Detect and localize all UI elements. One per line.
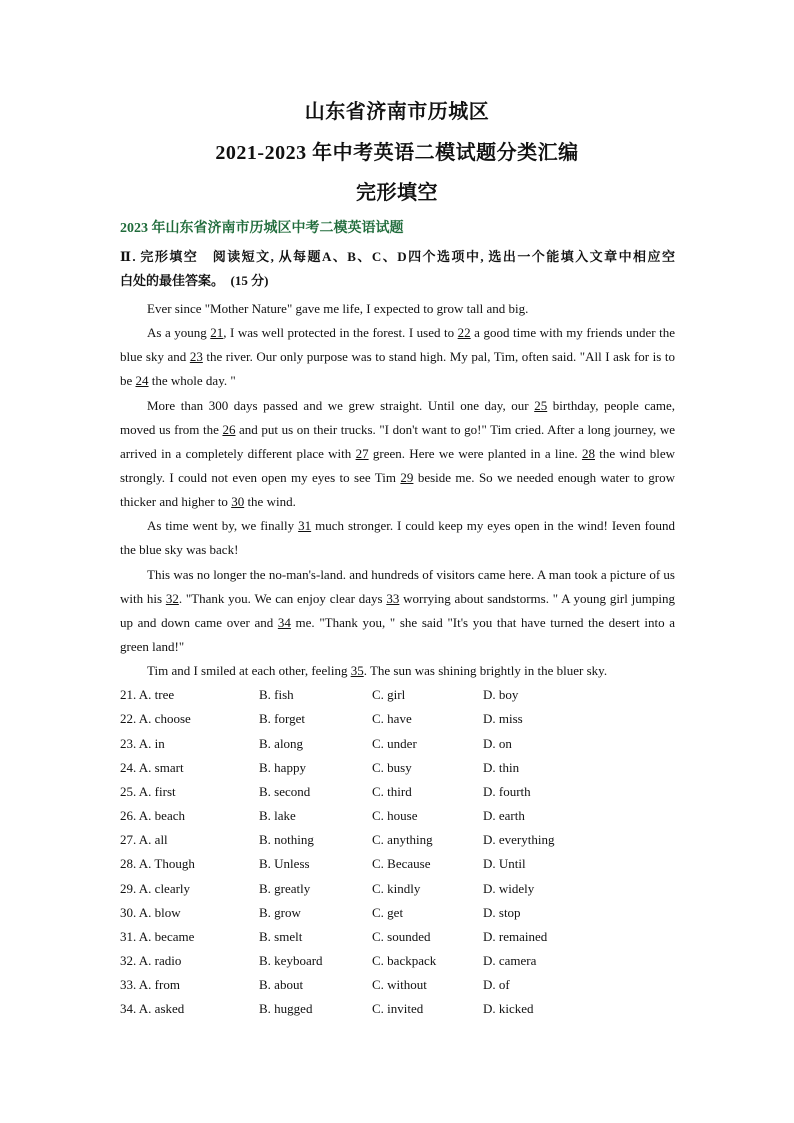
- blank-22: 22: [457, 325, 471, 340]
- option-d: D. of: [483, 977, 510, 992]
- blank-28: 28: [581, 446, 595, 461]
- option-c: C. girl: [372, 687, 406, 702]
- paragraph-text: , I was well protected in the forest. I used to: [223, 325, 458, 340]
- option-a: 30. A. blow: [120, 905, 181, 920]
- option-c: C. busy: [372, 760, 412, 775]
- paragraph-text: and put us on their trucks. "I don't want to go!" Tim cried. After a long journey, we arrived in a completely different place with: [120, 422, 676, 461]
- option-d: D. everything: [483, 832, 555, 847]
- option-a: 28. A. Though: [120, 856, 195, 871]
- blank-34: 34: [277, 615, 291, 630]
- option-b: B. second: [259, 784, 311, 799]
- option-a: 23. A. in: [120, 736, 165, 751]
- option-c: C. third: [372, 784, 412, 799]
- question-25-options: [120, 780, 675, 804]
- paragraph-text: the whole day. ": [148, 373, 236, 388]
- option-b: B. nothing: [259, 832, 314, 847]
- option-c: C. Because: [372, 856, 431, 871]
- question-31-options: [120, 925, 675, 949]
- option-a: 31. A. became: [120, 929, 195, 944]
- option-c: C. kindly: [372, 881, 421, 896]
- option-b: B. Unless: [259, 856, 310, 871]
- option-a: 27. A. all: [120, 832, 168, 847]
- blank-32: 32: [165, 591, 179, 606]
- paragraph-text: worrying about sandstorms. " A young girl jumping up and down came over and: [120, 591, 675, 630]
- option-b: B. forget: [259, 711, 305, 726]
- option-a: 33. A. from: [120, 977, 180, 992]
- option-c: C. anything: [372, 832, 433, 847]
- paragraph-text: As time went by, we finally: [147, 518, 299, 533]
- blank-21: 21: [210, 325, 224, 340]
- passage-paragraph-3: [120, 394, 675, 514]
- paragraph-text: the wind.: [244, 494, 296, 509]
- option-d: D. on: [483, 736, 512, 751]
- option-d: D. fourth: [483, 784, 531, 799]
- question-27-options: [120, 828, 675, 852]
- option-a: 26. A. beach: [120, 808, 185, 823]
- question-24-options: [120, 756, 675, 780]
- blank-24: 24: [135, 373, 149, 388]
- paragraph-text: a good time with my friends under the blue sky and: [120, 325, 675, 364]
- question-22-options: [120, 707, 675, 731]
- paragraph-text: More than 300 days passed and we grew straight. Until one day, our: [147, 398, 535, 413]
- instructions-line-2: 白处的最佳答案。 (15 分): [120, 273, 269, 288]
- option-b: B. lake: [259, 808, 296, 823]
- passage-paragraph-4: [120, 514, 675, 562]
- option-c: C. sounded: [372, 929, 431, 944]
- option-d: D. earth: [483, 808, 525, 823]
- blank-27: 27: [355, 446, 369, 461]
- option-b: B. fish: [259, 687, 294, 702]
- option-b: B. hugged: [259, 1001, 313, 1016]
- paragraph-text: me. "Thank you, " she said "It's you that have turned the desert into a green land!": [120, 615, 675, 654]
- option-b: B. keyboard: [259, 953, 323, 968]
- option-d: D. thin: [483, 760, 520, 775]
- option-b: B. grow: [259, 905, 301, 920]
- document-title-topic: 完形填空: [356, 182, 438, 204]
- paragraph-text: green. Here we were planted in a line.: [368, 446, 582, 461]
- blank-23: 23: [189, 349, 203, 364]
- option-d: D. widely: [483, 881, 535, 896]
- paragraph-text: birthday, people came, moved us from the: [120, 398, 675, 437]
- option-c: C. get: [372, 905, 404, 920]
- option-b: B. along: [259, 736, 304, 751]
- option-b: B. about: [259, 977, 304, 992]
- option-a: 24. A. smart: [120, 760, 184, 775]
- paragraph-text: This was no longer the no-man's-land. and hundreds of visitors came here. A man took a picture of us with his: [120, 567, 675, 606]
- question-33-options: [120, 973, 675, 997]
- option-a: 29. A. clearly: [120, 881, 191, 896]
- paragraph-text: Tim and I smiled at each other, feeling: [147, 663, 351, 678]
- question-29-options: [120, 877, 675, 901]
- question-23-options: [120, 732, 675, 756]
- option-a: 21. A. tree: [120, 687, 175, 702]
- blank-26: 26: [222, 422, 236, 437]
- section-heading: 2023 年山东省济南市历城区中考二模英语试题: [120, 221, 404, 236]
- paragraph-text: As a young: [147, 325, 211, 340]
- option-a: 22. A. choose: [120, 711, 191, 726]
- blank-29: 29: [400, 470, 414, 485]
- option-d: D. boy: [483, 687, 519, 702]
- option-a: 25. A. first: [120, 784, 176, 799]
- document-title-collection: 2021-2023 年中考英语二模试题分类汇编: [215, 142, 579, 164]
- option-d: D. stop: [483, 905, 521, 920]
- option-a: 32. A. radio: [120, 953, 182, 968]
- document-title-region: 山东省济南市历城区: [304, 101, 490, 123]
- option-d: D. Until: [483, 856, 526, 871]
- option-c: C. invited: [372, 1001, 424, 1016]
- passage-paragraph-5: [120, 563, 675, 659]
- passage-paragraph-2: [120, 321, 675, 393]
- blank-25: 25: [534, 398, 548, 413]
- paragraph-text: . The sun was shining brightly in the bluer sky.: [363, 663, 608, 678]
- option-b: B. greatly: [259, 881, 311, 896]
- option-b: B. smelt: [259, 929, 303, 944]
- paragraph-text: the river. Our only purpose was to stand high. My pal, Tim, often said. "All I ask for is to be: [120, 349, 675, 388]
- paragraph-text: much stronger. I could keep my eyes open in the wind! Ieven found the blue sky was back!: [120, 518, 675, 557]
- question-28-options: [120, 852, 675, 876]
- paragraph-text: the wind blew strongly. I could not even open my eyes to see Tim: [120, 446, 676, 485]
- option-c: C. under: [372, 736, 417, 751]
- paragraph-text: . "Thank you. We can enjoy clear days: [178, 591, 387, 606]
- option-d: D. remained: [483, 929, 548, 944]
- question-21-options: [120, 683, 675, 707]
- option-d: D. camera: [483, 953, 537, 968]
- blank-30: 30: [231, 494, 245, 509]
- paragraph-text: beside me. So we needed enough water to grow thicker and higher to: [120, 470, 676, 509]
- paragraph-text: Ever since "Mother Nature" gave me life, I expected to grow tall and big.: [147, 301, 529, 316]
- question-32-options: [120, 949, 675, 973]
- blank-33: 33: [386, 591, 400, 606]
- question-26-options: [120, 804, 675, 828]
- passage-paragraph-1: [120, 297, 675, 321]
- option-c: C. without: [372, 977, 427, 992]
- option-d: D. miss: [483, 711, 523, 726]
- option-b: B. happy: [259, 760, 306, 775]
- instructions-line-1: Ⅱ. 完形填空 阅读短文, 从每题A、B、C、D四个选项中, 选出一个能填入文章中相应空: [120, 249, 675, 264]
- option-a: 34. A. asked: [120, 1001, 185, 1016]
- option-c: C. backpack: [372, 953, 437, 968]
- question-30-options: [120, 901, 675, 925]
- passage-paragraph-6: [120, 659, 675, 683]
- blank-31: 31: [298, 518, 312, 533]
- blank-35: 35: [350, 663, 364, 678]
- question-34-options: [120, 997, 675, 1021]
- option-c: C. have: [372, 711, 412, 726]
- option-c: C. house: [372, 808, 418, 823]
- option-d: D. kicked: [483, 1001, 534, 1016]
